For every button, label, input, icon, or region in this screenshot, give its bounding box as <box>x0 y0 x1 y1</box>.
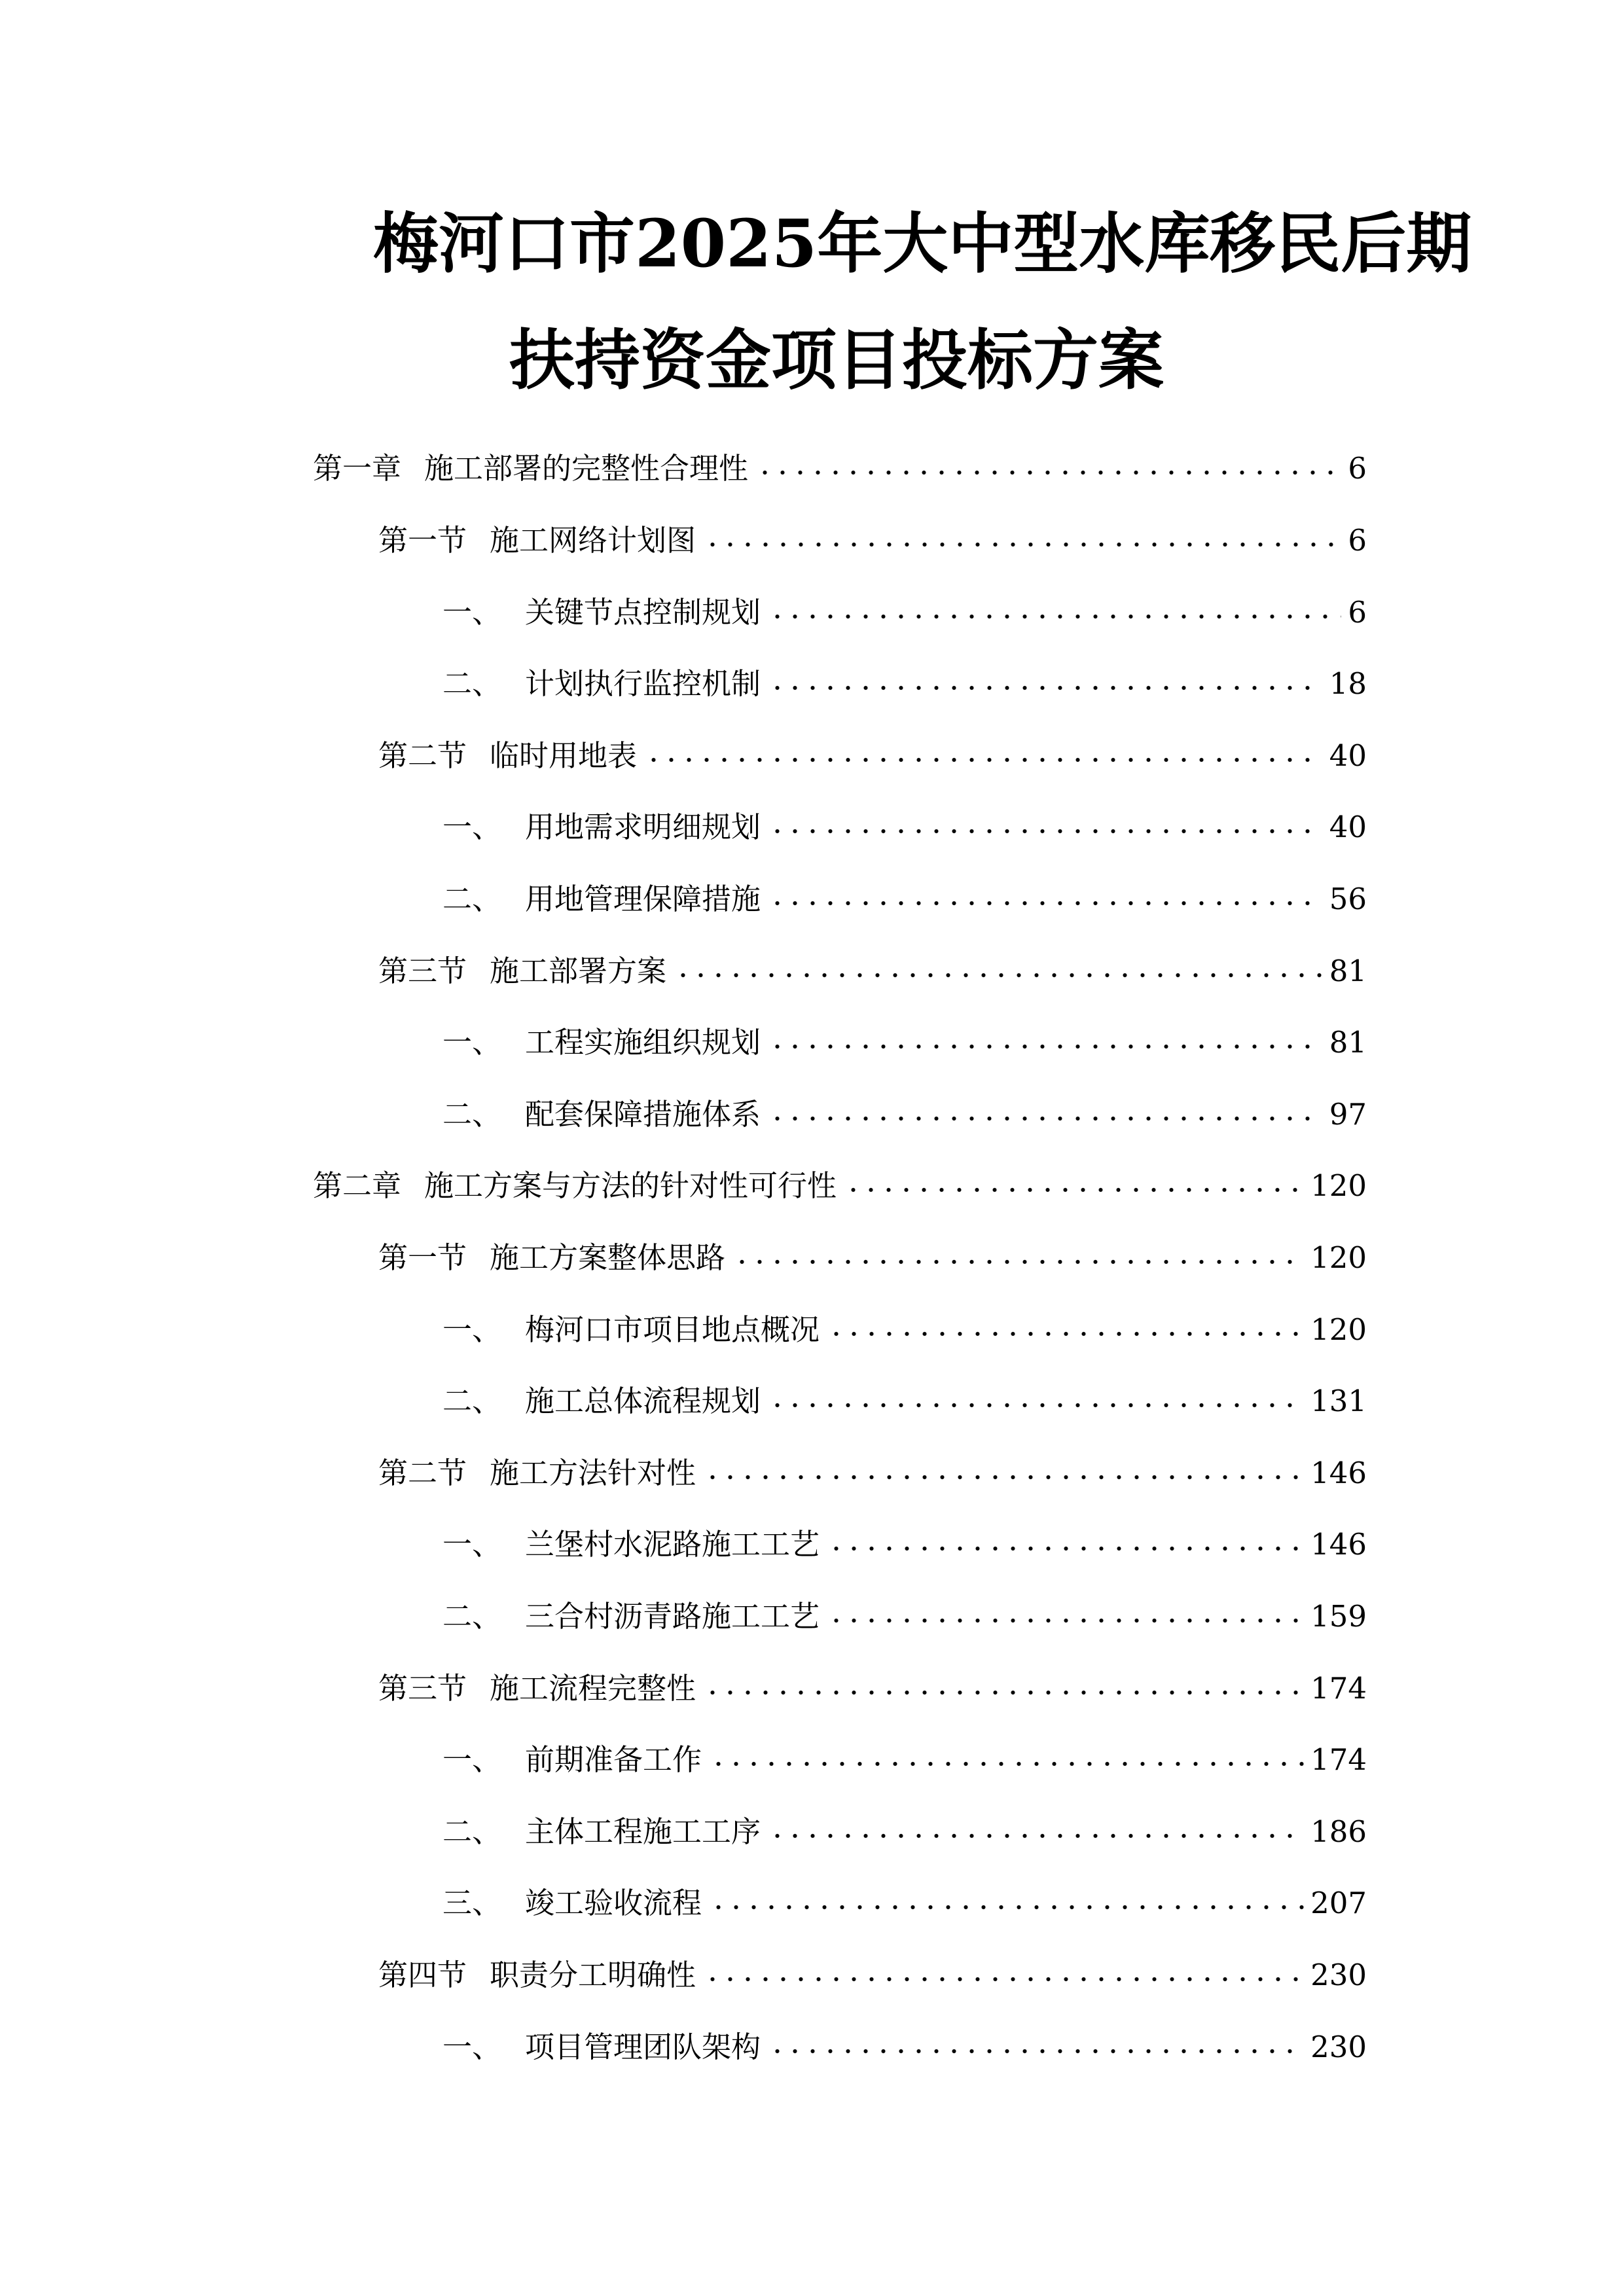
toc-entry-title: 施工方案整体思路 <box>490 1240 726 1275</box>
toc-entry-title: 施工方法针对性 <box>490 1456 696 1490</box>
toc-leader-dots <box>768 825 1323 838</box>
toc-entry-title: 职责分工明确性 <box>490 1958 696 1992</box>
toc-entry-page: 40 <box>1329 738 1367 773</box>
toc-leader-dots <box>704 1686 1304 1699</box>
toc-entry-title: 梅河口市项目地点概况 <box>525 1312 820 1347</box>
toc-entry[interactable] <box>378 730 1367 776</box>
toc-entry-page: 6 <box>1348 595 1367 630</box>
toc-entry-title: 关键节点控制规划 <box>525 595 761 630</box>
toc-entry-title: 临时用地表 <box>490 738 638 773</box>
toc-entry-number: 第二节 <box>378 1456 467 1490</box>
toc-leader-dots <box>756 466 1341 479</box>
toc-entry-number: 第一节 <box>378 523 467 558</box>
toc-entry[interactable] <box>378 945 1367 991</box>
toc-entry[interactable] <box>378 1232 1367 1278</box>
toc-entry-number: 第二节 <box>378 738 467 773</box>
toc-entry-title: 项目管理团队架构 <box>525 2030 761 2064</box>
toc-leader-dots <box>733 1255 1304 1268</box>
toc-entry-page: 131 <box>1310 1384 1367 1418</box>
toc-entry-page: 174 <box>1310 1742 1367 1777</box>
toc-leader-dots <box>844 1183 1304 1196</box>
toc-entry-title: 前期准备工作 <box>525 1742 702 1777</box>
toc-entry-page: 186 <box>1310 1814 1367 1849</box>
toc-entry-title: 施工流程完整性 <box>490 1671 696 1706</box>
toc-entry-number: 第四节 <box>378 1958 467 1992</box>
toc-entry-number: 一、 <box>442 1742 502 1777</box>
toc-leader-dots <box>827 1327 1304 1340</box>
toc-entry-number: 二、 <box>442 882 502 916</box>
toc-entry[interactable] <box>378 1949 1367 1995</box>
toc-entry-number: 二、 <box>442 1097 502 1132</box>
toc-entry[interactable] <box>442 801 1367 847</box>
toc-entry-title: 三合村沥青路施工工艺 <box>525 1599 820 1634</box>
toc-entry-page: 6 <box>1348 523 1367 558</box>
toc-entry-number: 第三节 <box>378 1671 467 1706</box>
toc-entry-page: 120 <box>1310 1312 1367 1347</box>
toc-entry[interactable] <box>442 1088 1367 1134</box>
toc-leader-dots <box>768 2045 1304 2058</box>
toc-entry[interactable] <box>378 1447 1367 1493</box>
toc-entry-page: 81 <box>1329 954 1367 988</box>
toc-entry-number: 二、 <box>442 666 502 701</box>
toc-leader-dots <box>645 753 1323 766</box>
toc-entry[interactable] <box>378 514 1367 560</box>
toc-entry-number: 第二章 <box>313 1168 402 1203</box>
toc-entry-title: 施工方案与方法的针对性可行性 <box>424 1168 837 1203</box>
toc-leader-dots <box>827 1614 1304 1627</box>
toc-entry-number: 一、 <box>442 1025 502 1060</box>
toc-entry-number: 一、 <box>442 595 502 630</box>
toc-entry[interactable] <box>442 1375 1367 1421</box>
toc-entry-page: 56 <box>1329 882 1367 916</box>
toc-entry[interactable] <box>313 1160 1367 1206</box>
toc-entry-number: 一、 <box>442 810 502 844</box>
toc-entry-page: 97 <box>1329 1097 1367 1132</box>
toc-leader-dots <box>768 1112 1323 1125</box>
toc-entry[interactable] <box>442 1016 1367 1062</box>
toc-entry-page: 159 <box>1310 1599 1367 1634</box>
toc-entry[interactable] <box>378 1662 1367 1708</box>
toc-entry-page: 230 <box>1310 2030 1367 2064</box>
toc-entry-page: 120 <box>1310 1240 1367 1275</box>
toc-entry-title: 施工部署的完整性合理性 <box>424 451 749 486</box>
toc-entry-number: 第三节 <box>378 954 467 988</box>
toc-leader-dots <box>768 1399 1304 1412</box>
toc-leader-dots <box>768 897 1323 910</box>
toc-entry-title: 施工网络计划图 <box>490 523 696 558</box>
toc-entry-title: 计划执行监控机制 <box>525 666 761 701</box>
toc-entry[interactable] <box>442 1518 1367 1564</box>
toc-entry-title: 用地管理保障措施 <box>525 882 761 916</box>
toc-entry-page: 6 <box>1348 451 1367 486</box>
toc-entry-title: 兰堡村水泥路施工工艺 <box>525 1527 820 1562</box>
toc-leader-dots <box>768 1829 1304 1842</box>
toc-entry-page: 81 <box>1329 1025 1367 1060</box>
toc-leader-dots <box>710 1757 1304 1770</box>
document-title-line-1: 梅河口市2025年大中型水库移民后期 <box>373 205 1472 282</box>
toc-entry-title: 工程实施组织规划 <box>525 1025 761 1060</box>
toc-entry-title: 施工总体流程规划 <box>525 1384 761 1418</box>
toc-entry-title: 主体工程施工工序 <box>525 1814 761 1849</box>
toc-entry-page: 174 <box>1310 1671 1367 1706</box>
toc-leader-dots <box>768 681 1323 694</box>
toc-leader-dots <box>704 1471 1304 1484</box>
toc-entry[interactable] <box>442 586 1367 632</box>
toc-entry[interactable] <box>442 658 1367 704</box>
toc-entry-page: 146 <box>1310 1527 1367 1562</box>
toc-entry-page: 230 <box>1310 1958 1367 1992</box>
toc-entry-number: 一、 <box>442 2030 502 2064</box>
toc-entry-title: 配套保障措施体系 <box>525 1097 761 1132</box>
toc-entry-page: 40 <box>1329 810 1367 844</box>
toc-entry[interactable] <box>442 2021 1367 2067</box>
toc-entry-title: 施工部署方案 <box>490 954 667 988</box>
toc-leader-dots <box>768 1040 1323 1053</box>
toc-entry[interactable] <box>442 1304 1367 1350</box>
toc-entry[interactable] <box>442 1877 1367 1923</box>
toc-entry-page: 207 <box>1310 1886 1367 1920</box>
toc-leader-dots <box>674 969 1323 982</box>
toc-entry-title: 用地需求明细规划 <box>525 810 761 844</box>
toc-entry-page: 146 <box>1310 1456 1367 1490</box>
toc-entry[interactable] <box>313 442 1367 488</box>
toc-entry-number: 二、 <box>442 1599 502 1634</box>
toc-leader-dots <box>704 1973 1304 1986</box>
toc-entry-number: 第一节 <box>378 1240 467 1275</box>
toc-entry-number: 一、 <box>442 1312 502 1347</box>
toc-entry-number: 一、 <box>442 1527 502 1562</box>
toc-entry-number: 二、 <box>442 1384 502 1418</box>
toc-leader-dots <box>704 538 1341 551</box>
toc-entry-number: 第一章 <box>313 451 402 486</box>
toc-entry[interactable] <box>442 1734 1367 1780</box>
toc-leader-dots <box>827 1542 1304 1555</box>
toc-entry-page: 120 <box>1310 1168 1367 1203</box>
toc-leader-dots <box>768 610 1341 623</box>
toc-entry-number: 二、 <box>442 1814 502 1849</box>
toc-entry-number: 三、 <box>442 1886 502 1920</box>
toc-entry[interactable] <box>442 1590 1367 1636</box>
toc-leader-dots <box>710 1901 1304 1914</box>
toc-entry-page: 18 <box>1329 666 1367 701</box>
toc-entry[interactable] <box>442 873 1367 919</box>
toc-entry-title: 竣工验收流程 <box>525 1886 702 1920</box>
document-title-line-2: 扶持资金项目投标方案 <box>509 321 1164 399</box>
toc-entry[interactable] <box>442 1806 1367 1852</box>
